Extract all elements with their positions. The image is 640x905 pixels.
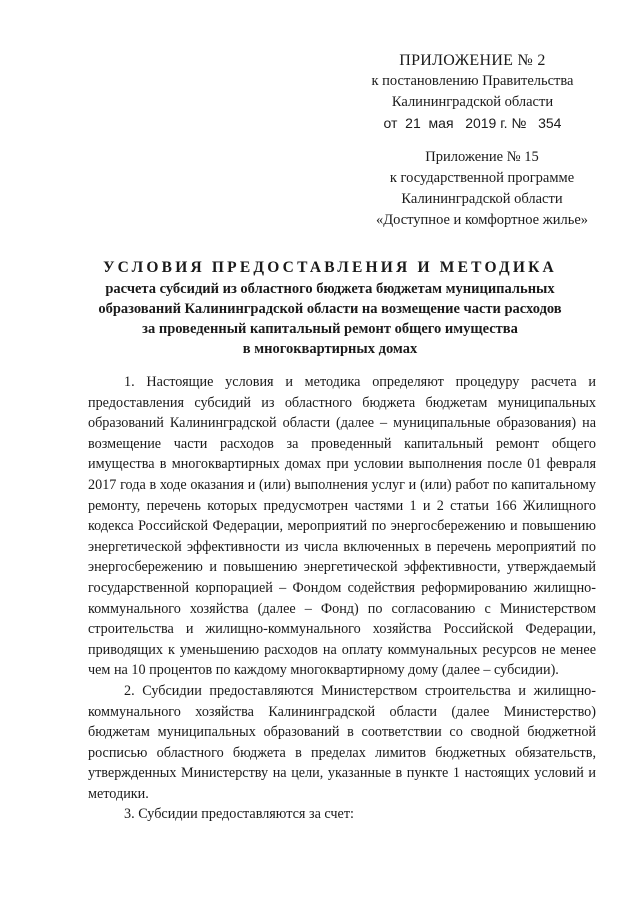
- appendix-reference-line: к постановлению Правительства: [371, 73, 574, 89]
- paragraph-2: 2. Субсидии предоставляются Министерством строительства и жилищно-коммунального хозяйства Калининградской области (далее Министерство) бюджетам муниципальных образований в соответствии со сводной бюджетной росписью областного бюджета в пределах лимитов бюджетных обязательств, утвержденных Министерству на цели, указанные в пункте 1 настоящих условий и методики.: [88, 682, 596, 802]
- appendix-region-line: Калининградской области: [391, 94, 554, 110]
- paragraph-1: 1. Настоящие условия и методика определяют процедуру расчета и предоставления субсидий из областного бюджета бюджетам муниципальных образований Калининградской области (далее – муниципальные образования) на возмещение части расходов за проведенный капитальный ремонт общего имущества в многоквартирных домах при условии выполнения после 01 февраля 2017 года в ходе оказания и (или) выполнения услуг и (или) работ по капитальному ремонту, перечень которых предусмотрен частями 1 и 2 статьи 166 Жилищного кодекса Российской Федерации, мероприятий по энергосбережению и повышению энергетической эффективности из числа включенных в перечень мероприятий по энергосбережению и повышению энергетической эффективности, утверждаемый государственной корпорацией – Фондом содействия реформированию жилищно-коммунального хозяйства (далее – Фонд) по согласованию с Министерством строительства и жилищно-коммунального хозяйства Российской Федерации, приводящих к уменьшению расходов на оплату коммунальных ресурсов не менее чем на 10 процентов по каждому многоквартирному дому (далее – субсидии).: [88, 374, 596, 679]
- document-subtitle-line-2: образований Калининградской области на возмещение части расходов: [98, 301, 562, 317]
- program-appendix-header: [362, 147, 602, 231]
- program-name-line: «Доступное и комфортное жилье»: [375, 212, 589, 228]
- document-title: [80, 258, 580, 359]
- document-subtitle-line-3: за проведенный капитальный ремонт общего имущества: [142, 321, 518, 337]
- document-subtitle-line-1: расчета субсидий из областного бюджета бюджетам муниципальных: [105, 281, 555, 297]
- paragraph-3: 3. Субсидии предоставляются за счет:: [124, 806, 354, 823]
- program-reference-line: к государственной программе: [389, 170, 575, 186]
- program-region-line: Калининградской области: [401, 191, 563, 207]
- document-body: [88, 372, 596, 825]
- document-subtitle-line-4: в многоквартирных домах: [242, 341, 418, 357]
- appendix-date-number: от 21 мая 2019 г. № 354: [383, 115, 562, 131]
- appendix-header: [355, 50, 590, 134]
- program-appendix-title: Приложение № 15: [425, 149, 539, 165]
- document-main-title: УСЛОВИЯ ПРЕДОСТАВЛЕНИЯ И МЕТОДИКА: [103, 259, 557, 276]
- appendix-title: ПРИЛОЖЕНИЕ № 2: [399, 52, 546, 69]
